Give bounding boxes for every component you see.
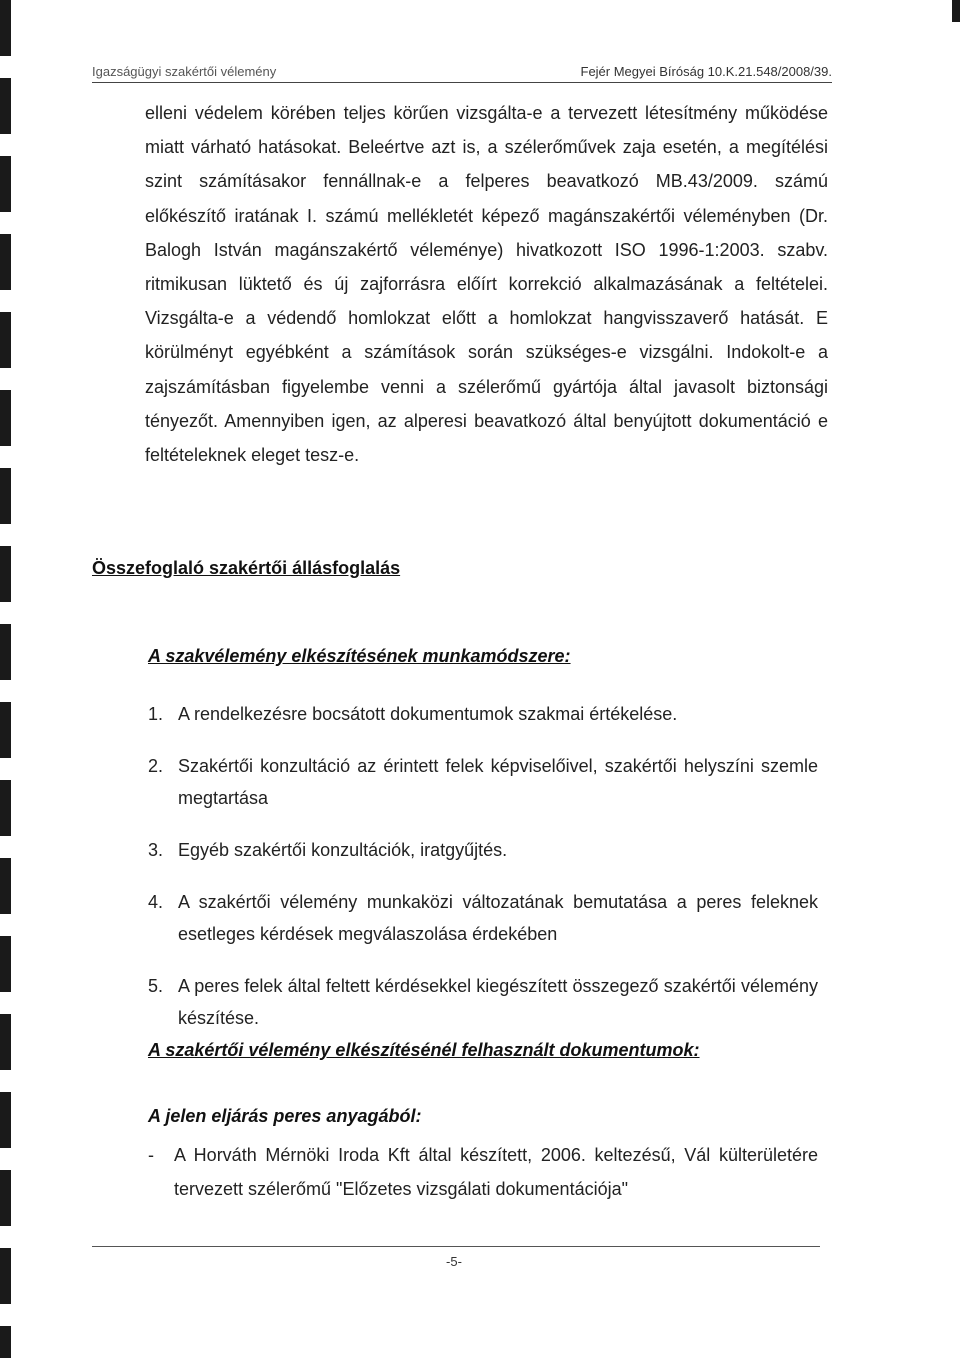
header-document-type: Igazságügyi szakértői vélemény [92,64,277,79]
list-item [148,834,818,866]
list-item-number: 3. [148,840,164,860]
method-heading: A szakvélemény elkészítésének munkamódszere: [148,646,571,666]
documents-list [148,1138,818,1206]
body-paragraph: elleni védelem körében teljes körűen vizsgálta-e a tervezett létesítmény működése miatt várható hatásokat. Beleértve azt is, a szélerőművek zaja esetén, a megítélési szint számításakor fennállnak-e a felperes beavatkozó MB.43/2009. számú előkészítő iratának I. számú mellékletét képező magánszakértői véleményben (Dr. Balogh István magánszakértő véleménye) hivatkozott ISO 1996-1:2003. szabv. ritmikusan lüktető és új zajforrásra előírt korrekció alkalmazásának a feltételei. Vizsgálta-e a védendő homlokzat előtt a homlokzat hangvisszaverő hatását. E körülményt egyébként a számítások során szükséges-e vizsgálni. Indokolt-e a zajszámításban figyelembe venni a szélerőmű gyártója által javasolt biztonsági tényezőt. Amennyiben igen, az alperesi beavatkozó által benyújtott dokumentáció e feltételeknek eleget tesz-e. [145,103,828,466]
list-item-number: 4. [148,892,164,912]
list-item-text: A rendelkezésre bocsátott dokumentumok szakmai értékelése. [178,704,678,724]
list-item [148,698,818,730]
documents-heading: A szakértői vélemény elkészítésénél felhasznált dokumentumok: [148,1040,700,1060]
list-item-number: 1. [148,704,164,724]
list-item-number: 5. [148,976,164,996]
list-item-text: Szakértői konzultáció az érintett felek képviselőivel, szakértői helyszíni szemle megtartása [178,756,818,808]
list-item-text: A Horváth Mérnöki Iroda Kft által készített, 2006. keltezésű, Vál külterületére tervezett szélerőmű "Előzetes vizsgálati dokumentációja" [174,1145,818,1199]
footer-divider [92,1246,820,1247]
page-number: -5- [446,1254,462,1269]
section-heading: Összefoglaló szakértői állásfoglalás [92,558,401,578]
list-item-text: Egyéb szakértői konzultációk, iratgyűjtés. [178,840,508,860]
method-list [148,698,818,1054]
scan-corner-mark [952,0,960,22]
binding-strip [0,0,11,1358]
list-item [148,1138,818,1206]
list-item [148,970,818,1034]
header-case-number: Fejér Megyei Bíróság 10.K.21.548/2008/39. [580,64,832,79]
list-item-text: A szakértői vélemény munkaközi változatának bemutatása a peres feleknek esetleges kérdések megválaszolása érdekében [178,892,818,944]
list-item-number: 2. [148,756,164,776]
documents-subheading: A jelen eljárás peres anyagából: [148,1106,422,1126]
list-item [148,886,818,950]
list-item-dash: - [148,1145,154,1165]
list-item [148,750,818,814]
page-header [92,58,832,83]
list-item-text: A peres felek által feltett kérdésekkel kiegészített összegező szakértői vélemény készítése. [178,976,818,1028]
